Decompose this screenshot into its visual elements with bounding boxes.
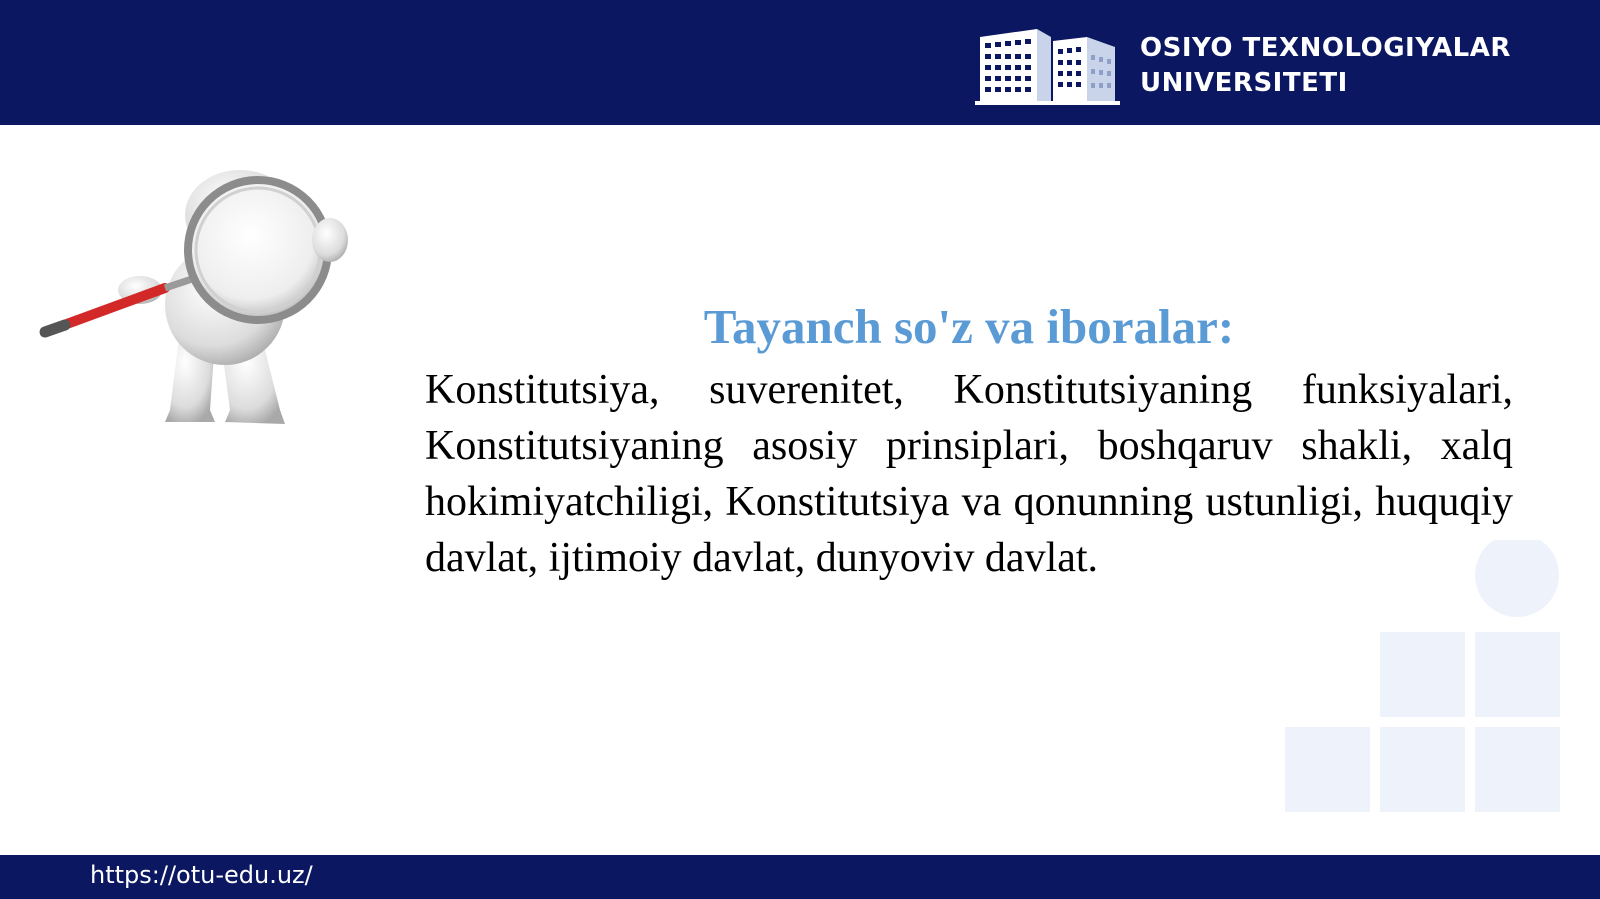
- footer-bar: [0, 855, 1600, 899]
- slide-title: Tayanch so'z va iboralar:: [703, 299, 1235, 354]
- magnifier-figure-icon: [30, 160, 360, 450]
- university-name-line2: UNIVERSITETI: [1140, 68, 1348, 98]
- header-bar: [0, 0, 1600, 125]
- university-logo: [975, 26, 1511, 106]
- university-name: [1140, 31, 1511, 101]
- footer-url-link[interactable]: https://otu-edu.uz/: [90, 861, 313, 889]
- university-name-line1: OSIYO TEXNOLOGIYALAR: [1140, 33, 1511, 63]
- slide-body-text: Konstitutsiya, suverenitet, Konstitutsiyaning funksiyalari, Konstitutsiyaning asosiy prinsiplari, boshqaruv shakli, xalq hokimiyatchiligi, Konstitutsiya va qonunning ustunligi, huquqiy davlat, ijtimoiy davlat, dunyoviv davlat.: [425, 367, 1513, 581]
- university-building-icon: [975, 27, 1120, 105]
